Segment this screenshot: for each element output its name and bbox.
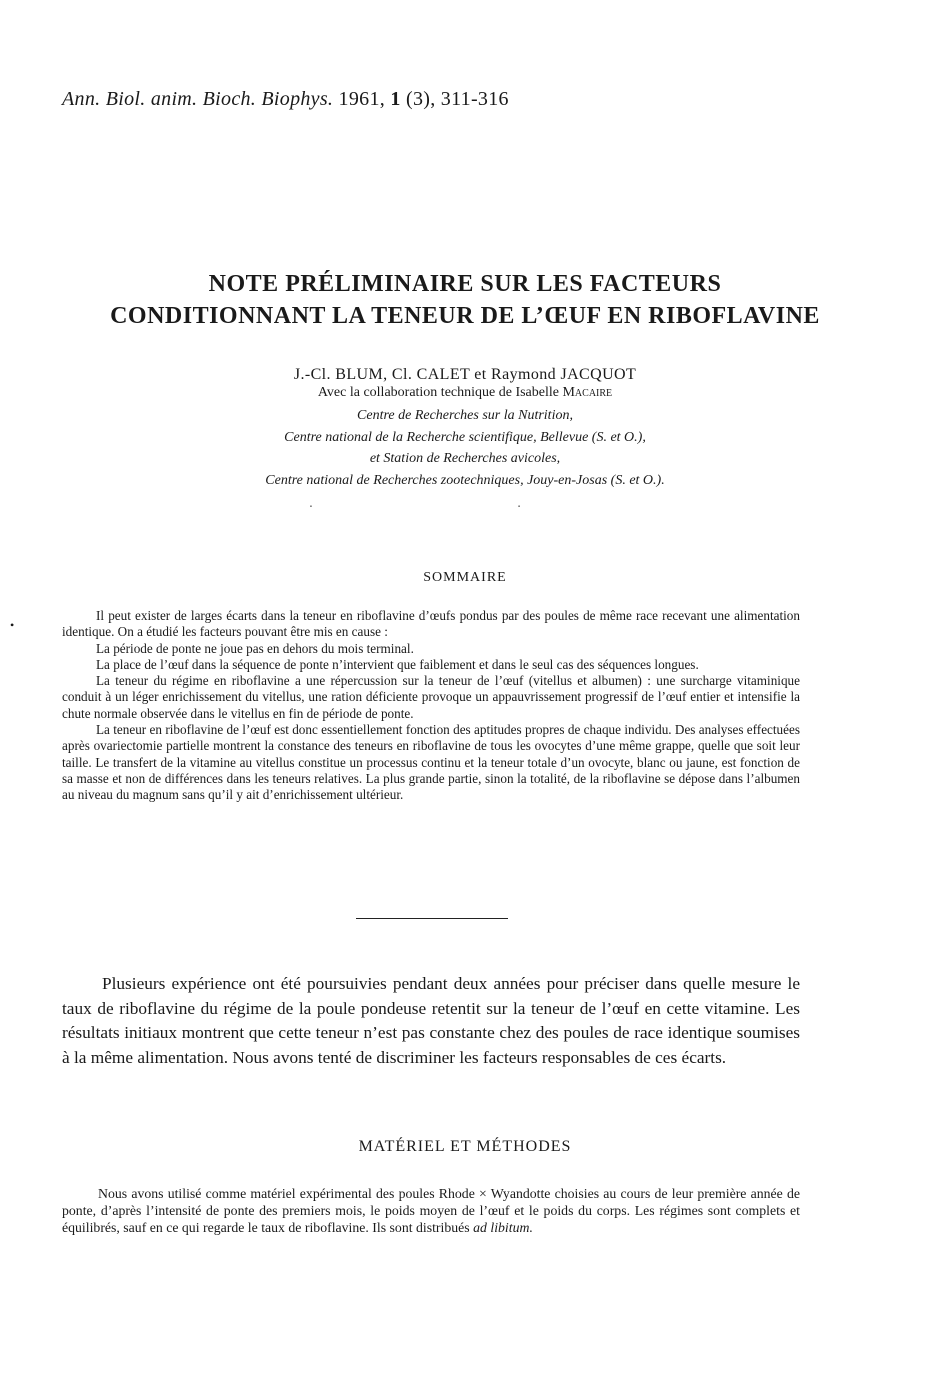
separator-dots: · · <box>308 500 622 515</box>
journal-citation <box>62 88 509 111</box>
affiliations <box>0 405 930 491</box>
methods-body <box>62 1185 800 1236</box>
introduction <box>62 972 800 1070</box>
methods-text: Nous avons utilisé comme matériel expérimental des poules Rhode × Wyandotte choisies au cours de leur première année de ponte, d’après l’intensité de ponte des premiers mois, le poids moyen de l’œuf et le poids du corps. Les régimes sont complets et équilibrés, sauf en ce qui regarde le taux de riboflavine. Ils sont distribués <box>62 1186 800 1235</box>
summary-paragraph: La teneur en riboflavine de l’œuf est donc essentiellement fonction des aptitudes propres de chaque individu. Des analyses effectuées après ovariectomie partielle montrent la constance des teneurs en riboflavine de tous les ovocytes d’une même grappe, quelle que soit leur taille. Le transfert de la vitamine au vitellus constitue un processus continu et la teneur totale d’un ovocyte, blanc ou jaune, est fonction de sa masse et non de différences dans les teneurs relatives. La plus grande partie, sinon la totalité, de la riboflavine se dépose dans l’albumen au niveau du magnum sans qu’il y ait d’enrichissement ultérieur. <box>62 722 800 803</box>
summary-heading: SOMMAIRE <box>423 570 507 585</box>
section-divider <box>356 918 508 919</box>
summary-paragraph: Il peut exister de larges écarts dans la teneur en riboflavine d’œufs pondus par des poules de même race recevant une alimentation identique. On a étudié les facteurs pouvant être mis en cause : <box>62 608 800 640</box>
intro-paragraph: Plusieurs expérience ont été poursuivies pendant deux années pour préciser dans quelle mesure le taux de riboflavine du régime de la poule pondeuse retentit sur la teneur de l’œuf en cette vitamine. Les résultats initiaux montrent que cette teneur n’est pas constante chez des poules de race identique soumises à la même alimentation. Nous avons tenté de discriminer les facteurs responsables de ces écarts. <box>62 974 800 1067</box>
summary-paragraph: La teneur du régime en riboflavine a une répercussion sur la teneur de l’œuf (vitellus et albumen) : une surcharge vitaminique conduit à un léger enrichissement du vitellus, une ration déficiente provoque un appauvrissement progressif de l’œuf entier et intensifie la chute normale observée dans le vitellus en fin de période de ponte. <box>62 673 800 721</box>
summary-paragraph: La place de l’œuf dans la séquence de ponte n’intervient que faiblement et dans le seul cas des séquences longues. <box>96 656 699 672</box>
technical-collaboration <box>0 385 930 401</box>
citation-volume: 1 <box>390 88 401 110</box>
collaborator-name: Macaire <box>562 385 613 400</box>
citation-issue-pages: (3), 311-316 <box>405 88 509 110</box>
summary-paragraph: La période de ponte ne joue pas en dehors du mois terminal. <box>96 640 414 656</box>
affiliation-line: Centre de Recherches sur la Nutrition, <box>357 408 573 423</box>
citation-year: 1961, <box>338 88 386 110</box>
affiliation-line: Centre national de Recherches zootechniques, Jouy-en-Josas (S. et O.). <box>265 472 665 488</box>
margin-bullet: • <box>10 618 15 632</box>
methods-heading: MATÉRIEL ET MÉTHODES <box>358 1138 572 1155</box>
affiliation-line: et Station de Recherches avicoles, <box>369 451 561 466</box>
methods-italic: ad libitum. <box>473 1220 533 1235</box>
affiliation-line: Centre national de la Recherche scientifique, Bellevue (S. et O.), <box>284 429 646 445</box>
paper-title <box>40 268 890 332</box>
summary-body <box>62 608 800 804</box>
journal-name: Ann. Biol. anim. Bioch. Biophys. <box>62 88 334 110</box>
author-list: J.-Cl. BLUM, Cl. CALET et Raymond JACQUOT <box>293 366 637 383</box>
methods-paragraph <box>62 1185 800 1236</box>
title-line-2: CONDITIONNANT LA TENEUR DE L’ŒUF EN RIBOFLAVINE <box>110 303 820 329</box>
title-line-1: NOTE PRÉLIMINAIRE SUR LES FACTEURS <box>208 271 722 297</box>
collaboration-prefix: Avec la collaboration technique de Isabelle <box>317 385 559 400</box>
